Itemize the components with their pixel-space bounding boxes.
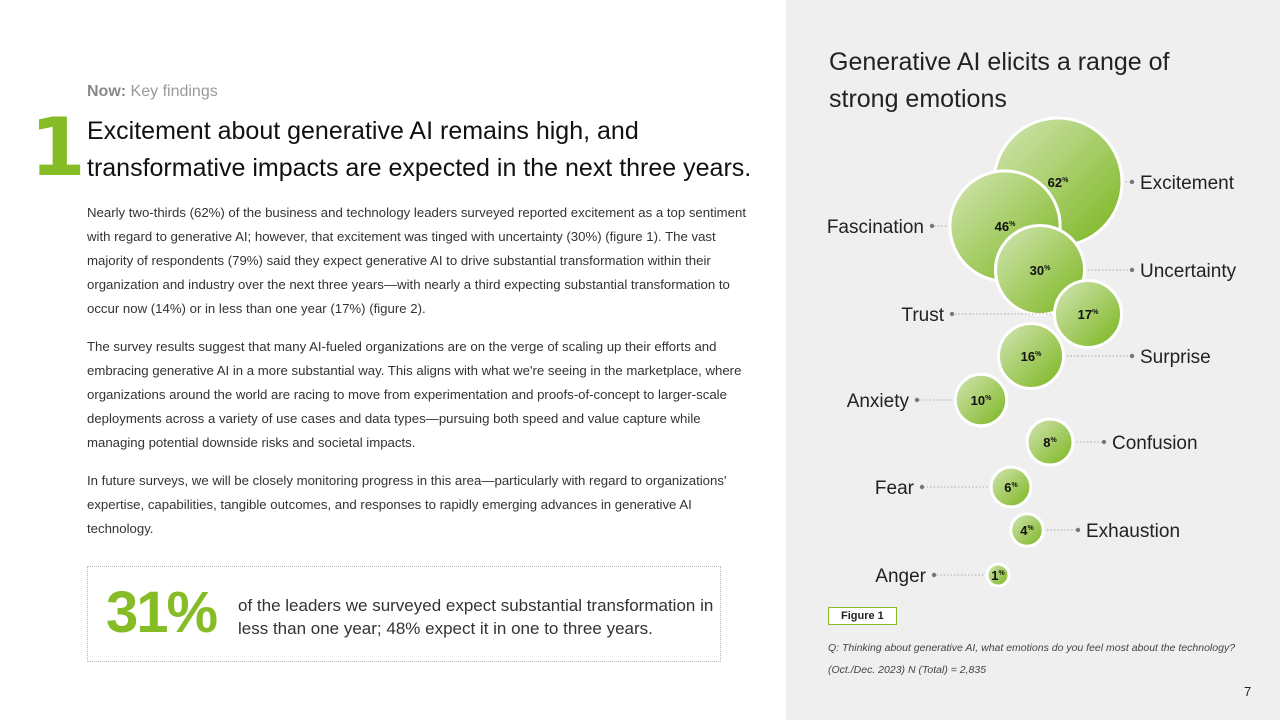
- leader-dot-confusion: [1102, 440, 1106, 444]
- leader-dot-exhaustion: [1076, 528, 1080, 532]
- bubble-chart: [786, 100, 1280, 600]
- bubble-value-fascination: 46%: [994, 219, 1016, 234]
- leader-dot-fear: [920, 485, 924, 489]
- eyebrow-text: Key findings: [126, 83, 218, 100]
- bubble-label-surprise: Surprise: [1140, 347, 1211, 368]
- bubble-value-excitement: 62%: [1047, 175, 1069, 190]
- bubble-label-fear: Fear: [874, 478, 914, 499]
- bubble-value-surprise: 16%: [1020, 349, 1042, 364]
- body-paragraph-3: In future surveys, we will be closely monitoring progress in this area—particularly with regard to organizations' expertise, capabilities, tangible outcomes, and responses to rapidly emerging advances in generative AI technology.: [87, 473, 727, 536]
- bubble-value-uncertainty: 30%: [1029, 263, 1051, 278]
- eyebrow-bold: Now:: [87, 83, 127, 100]
- leader-dot-surprise: [1130, 354, 1134, 358]
- bubble-label-fascination: Fascination: [826, 217, 924, 238]
- body-paragraph-1: Nearly two-thirds (62%) of the business and technology leaders surveyed reported excitement as a top sentiment with regard to generative AI; however, that excitement was tinged with uncertainty (30%) (figure 1). The vast majority of respondents (79%) said they expect generative AI to drive substantial transformation within their organization and industry over the next three years—with nearly a third expecting substantial transformation to occur now (14%) or in less than one year (17%) (figure 2).: [87, 205, 746, 316]
- bubble-label-confusion: Confusion: [1112, 433, 1198, 454]
- figure-question: Q: Thinking about generative AI, what emotions do you feel most about the technology?: [828, 642, 1236, 654]
- bubble-label-excitement: Excitement: [1140, 173, 1234, 194]
- bubble-value-exhaustion: 4%: [1020, 523, 1034, 538]
- leader-dot-uncertainty: [1130, 268, 1134, 272]
- body-paragraph-2: The survey results suggest that many AI-fueled organizations are on the verge of scaling up their efforts and embracing generative AI in a more substantial way. This aligns with what we're seeing in the marketplace, where organizations around the world are racing to move from experimentation and proofs-of-concept to larger-scale deployments across a variety of use cases and data types—pursuing both speed and value capture while managing potential downside risks and societal impacts.: [87, 339, 742, 450]
- bubble-label-anger: Anger: [875, 566, 926, 587]
- bubble-value-anxiety: 10%: [970, 393, 992, 408]
- section-number: 1: [30, 101, 86, 194]
- bubble-value-anger: 1%: [991, 568, 1005, 583]
- bubble-label-uncertainty: Uncertainty: [1140, 261, 1237, 282]
- leader-dot-excitement: [1130, 180, 1134, 184]
- figure-source: (Oct./Dec. 2023) N (Total) = 2,835: [828, 664, 987, 676]
- leader-dot-trust: [950, 312, 954, 316]
- section-eyebrow: [87, 83, 218, 101]
- leader-dot-anger: [932, 573, 936, 577]
- bubble-value-fear: 6%: [1004, 480, 1018, 495]
- callout-value: 31%: [106, 580, 217, 645]
- figure-label: Figure 1: [828, 607, 897, 625]
- bubble-label-exhaustion: Exhaustion: [1086, 521, 1181, 542]
- bubble-label-trust: Trust: [901, 305, 944, 326]
- bubble-label-anxiety: Anxiety: [846, 391, 909, 412]
- page-number: 7: [1244, 684, 1252, 699]
- page-headline: Excitement about generative AI remains high, and transformative impacts are expected in the next three years.: [87, 117, 752, 182]
- stat-callout: [87, 566, 721, 662]
- bubble-value-confusion: 8%: [1043, 435, 1057, 450]
- callout-text: of the leaders we surveyed expect substantial transformation in less than one year; 48% expect it in one to three years.: [238, 596, 714, 638]
- chart-title: Generative AI elicits a range of strong emotions: [829, 48, 1170, 113]
- leader-dot-anxiety: [915, 398, 919, 402]
- leader-dot-fascination: [930, 224, 934, 228]
- bubble-value-trust: 17%: [1077, 307, 1099, 322]
- figure-caption: [828, 637, 1268, 681]
